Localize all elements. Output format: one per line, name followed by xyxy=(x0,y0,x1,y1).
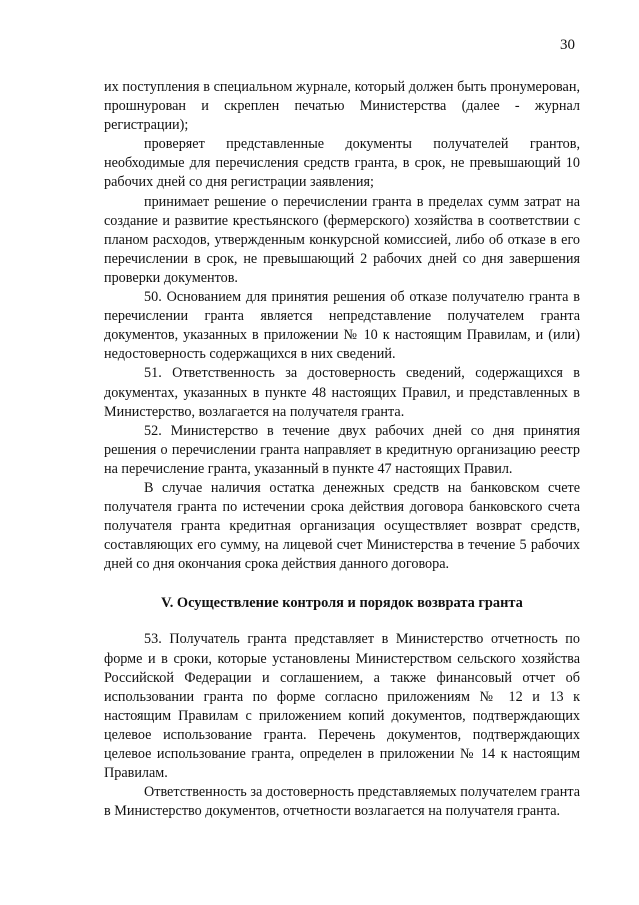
spacer xyxy=(104,574,580,594)
paragraph-checks-documents: проверяет представленные документы получателей грантов, необходимые для перечисления средств гранта, в срок, не превышающий 10 рабочих дней со дня регистрации заявления; xyxy=(104,136,580,191)
page-number: 30 xyxy=(560,37,575,53)
document-body xyxy=(104,78,580,821)
paragraph-continuation: их поступления в специальном журнале, который должен быть пронумерован, прошнурован и скреплен печатью Министерства (далее - журнал регистрации); xyxy=(104,79,580,134)
spacer xyxy=(104,613,580,630)
paragraph-makes-decision: принимает решение о перечислении гранта в пределах сумм затрат на создание и развитие крестьянского (фермерского) хозяйства в соответствии с планом расходов, утвержденным конкурсной комиссией, либо об отказе в его перечислении в срок, не превышающий 2 рабочих дней со дня завершения проверки документов. xyxy=(104,193,580,286)
paragraph-responsibility: Ответственность за достоверность представляемых получателем гранта в Министерство документов, отчетности возлагается на получателя гранта. xyxy=(104,784,580,820)
paragraph-51: 51. Ответственность за достоверность сведений, содержащихся в документах, указанных в пункте 48 настоящих Правил, и представленных в Министерство, возлагается на получателя гранта. xyxy=(104,365,580,420)
paragraph-50: 50. Основанием для принятия решения об отказе получателю гранта в перечислении гранта является непредставление получателем гранта документов, указанных в приложении № 10 к настоящим Правилам, и (или) недостоверность содержащихся в них сведений. xyxy=(104,289,580,363)
section-heading: V. Осуществление контроля и порядок возврата гранта xyxy=(161,595,523,612)
paragraph-balance: В случае наличия остатка денежных средств на банковском счете получателя гранта по истечении срока действия договора банковского счета получателя гранта кредитная организация осуществляет возврат средств, составляющих его сумму, на лицевой счет Министерства в течение 5 рабочих дней со дня окончания срока действия данного договора. xyxy=(104,479,580,573)
paragraph-52: 52. Министерство в течение двух рабочих дней со дня принятия решения о перечислении гранта направляет в кредитную организацию реестр на перечисление гранта, указанный в пункте 47 настоящих Правил. xyxy=(104,422,580,477)
paragraph-53: 53. Получатель гранта представляет в Министерство отчетность по форме и в сроки, которые установлены Министерством сельского хозяйства Российской Федерации и соглашением, а также финансовый отчет об использовании гранта по форме согласно приложениям № 12 и 13 к настоящим Правилам с приложением копий документов, подтверждающих целевое использование гранта. Перечень документов, подтверждающих целевое использование гранта, определен в приложении № 14 к настоящим Правилам. xyxy=(104,631,580,782)
paragraphs-top xyxy=(104,78,580,574)
paragraphs-bottom xyxy=(104,630,580,821)
